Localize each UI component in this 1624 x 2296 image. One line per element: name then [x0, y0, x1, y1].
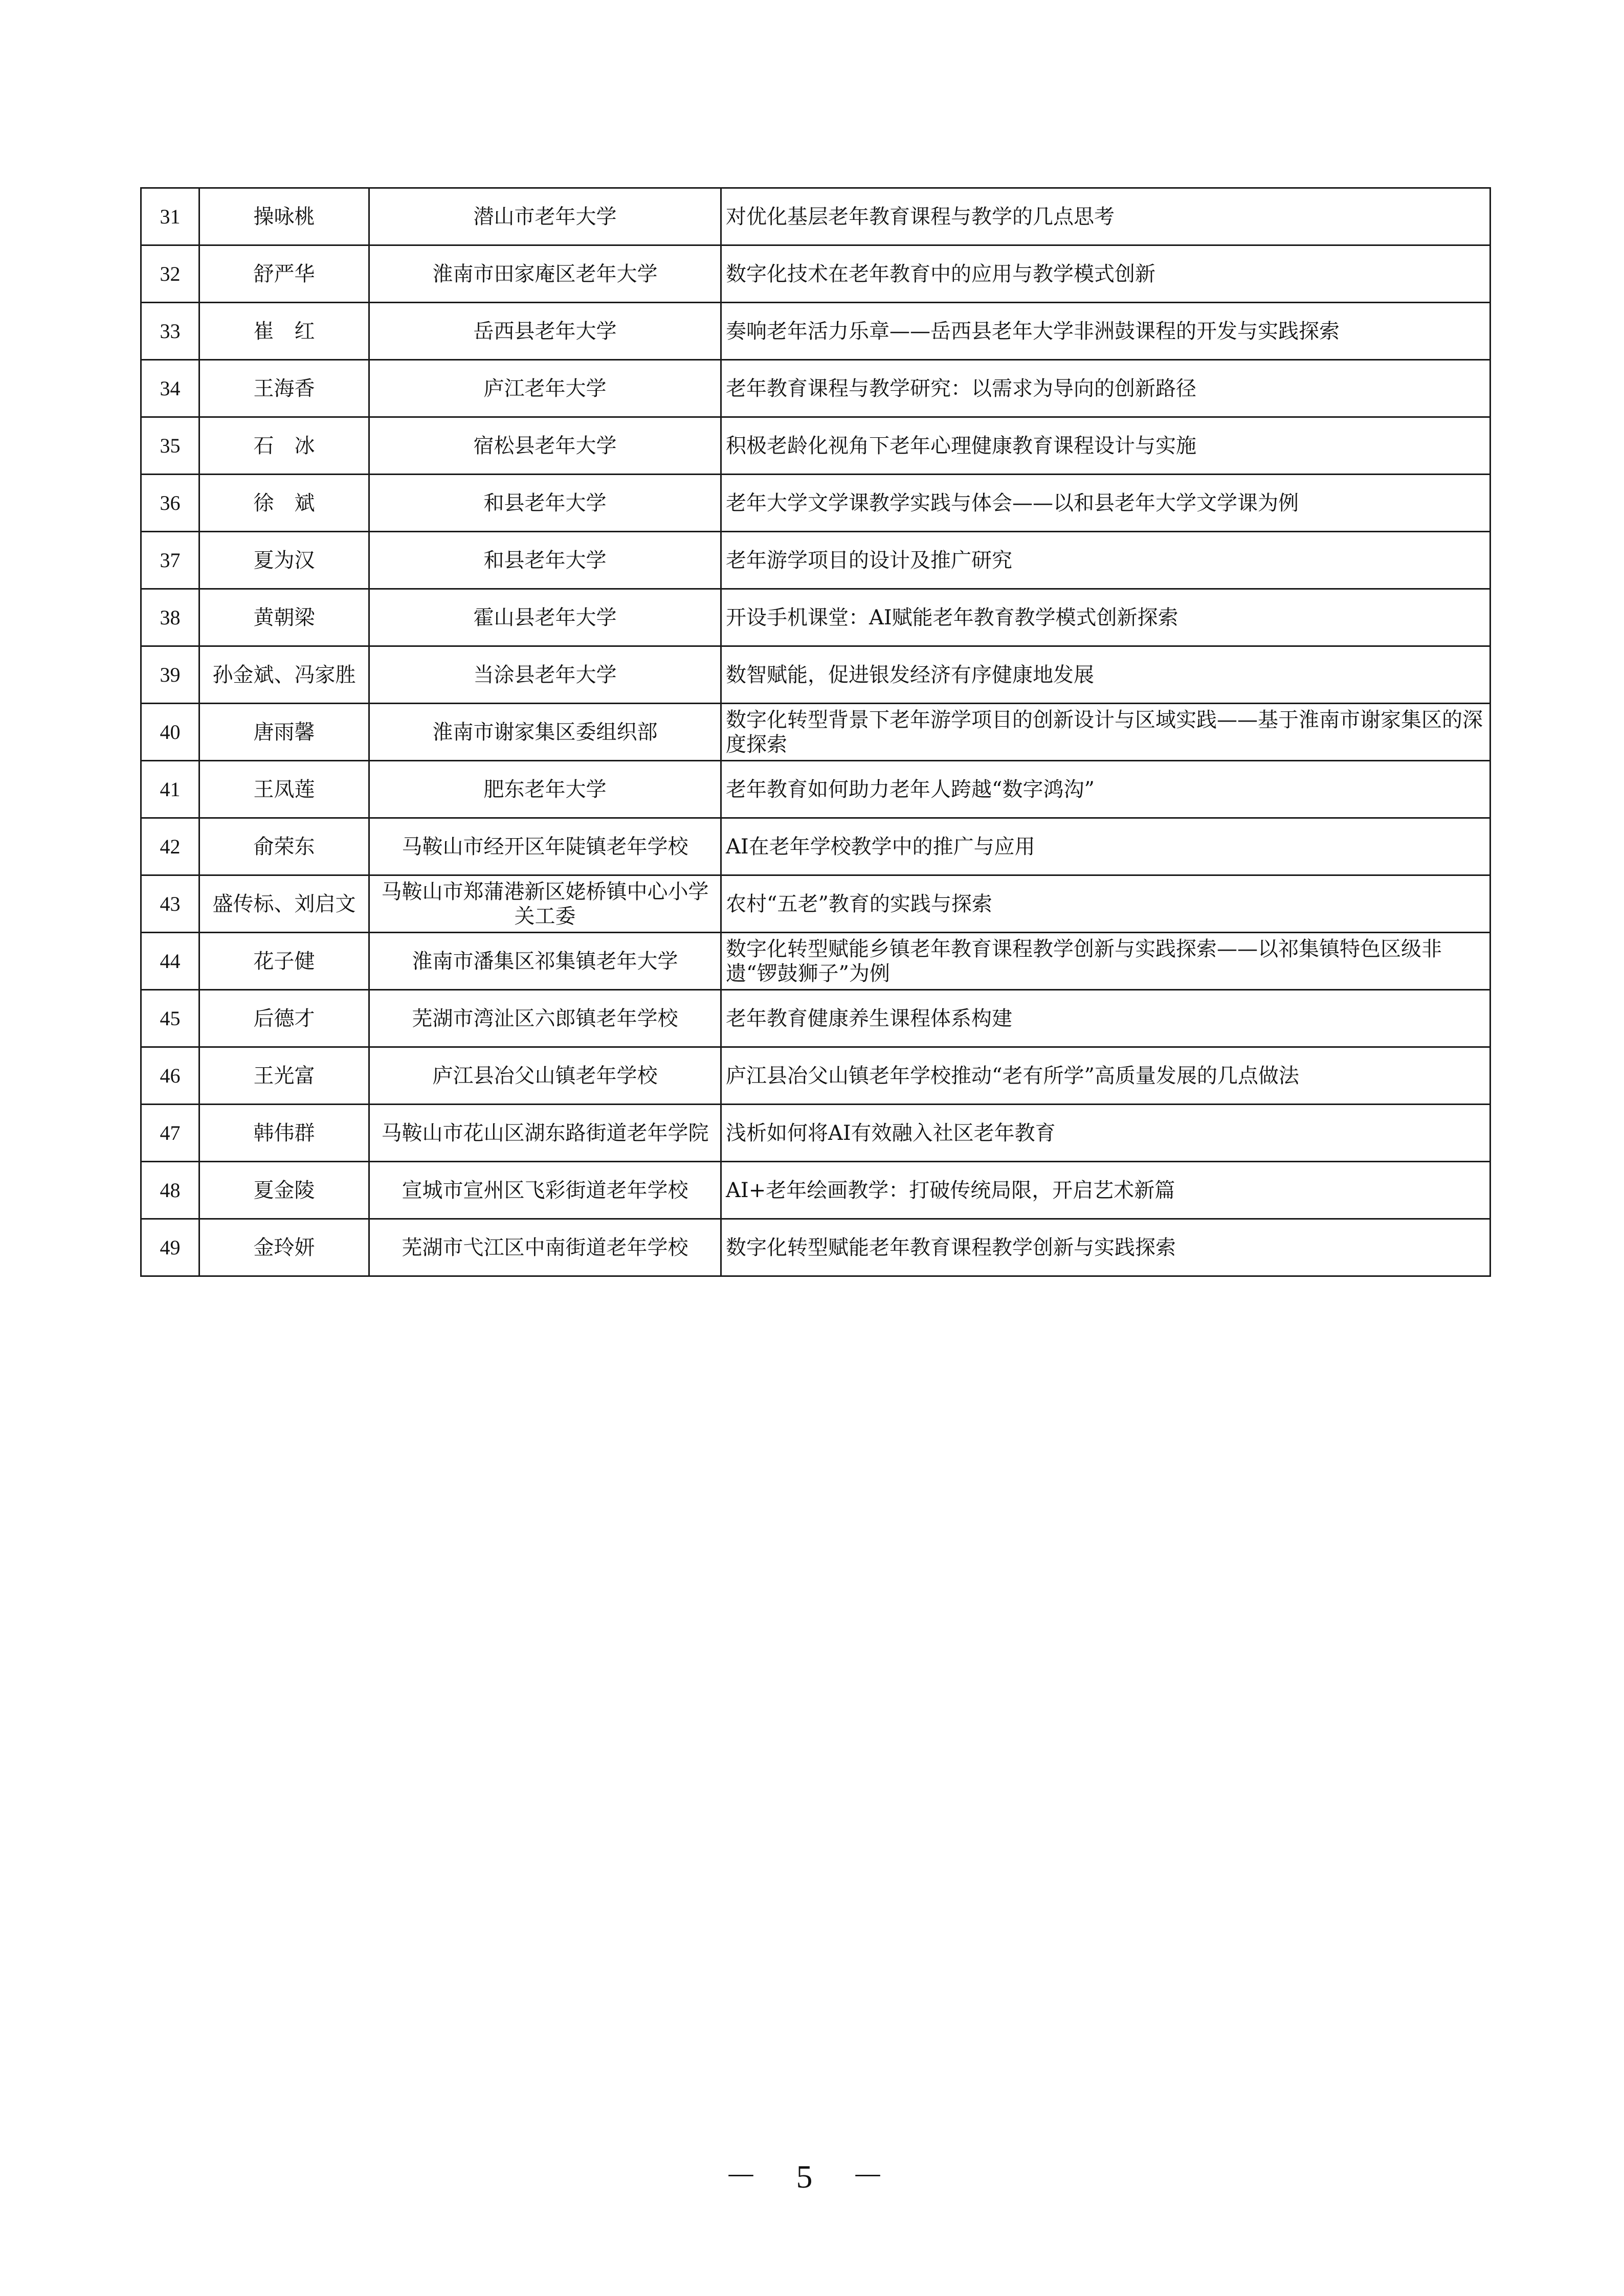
table-row: [141, 875, 1490, 933]
table-row: [141, 761, 1490, 818]
organization-cell: 肥东老年大学: [369, 761, 721, 818]
organization-cell: 淮南市谢家集区委组织部: [369, 704, 721, 761]
row-number-cell: 32: [141, 245, 199, 303]
paper-title-cell: 浅析如何将AI有效融入社区老年教育: [721, 1105, 1490, 1162]
table-row: [141, 417, 1490, 475]
paper-title-cell: 对优化基层老年教育课程与教学的几点思考: [721, 188, 1490, 245]
paper-title-cell: 老年大学文学课教学实践与体会——以和县老年大学文学课为例: [721, 475, 1490, 532]
paper-title-cell: 积极老龄化视角下老年心理健康教育课程设计与实施: [721, 417, 1490, 475]
table-row: [141, 1105, 1490, 1162]
row-number-cell: 47: [141, 1105, 199, 1162]
row-number-cell: 35: [141, 417, 199, 475]
paper-title-cell: 数字化转型赋能老年教育课程教学创新与实践探索: [721, 1219, 1490, 1276]
award-list-table-container: [140, 187, 1489, 1277]
organization-cell: 马鞍山市郑蒲港新区姥桥镇中心小学关工委: [369, 875, 721, 933]
author-name-cell: 盛传标、刘启文: [199, 875, 369, 933]
paper-title-cell: 老年教育健康养生课程体系构建: [721, 990, 1490, 1047]
paper-title-cell: 数字化转型赋能乡镇老年教育课程教学创新与实践探索——以祁集镇特色区级非遗“锣鼓狮子”为例: [721, 933, 1490, 990]
table-row: [141, 933, 1490, 990]
organization-cell: 和县老年大学: [369, 532, 721, 589]
table-row: [141, 532, 1490, 589]
organization-cell: 庐江县冶父山镇老年学校: [369, 1047, 721, 1105]
page-number: － 5 －: [724, 2158, 900, 2195]
table-row: [141, 646, 1490, 704]
author-name-cell: 石 冰: [199, 417, 369, 475]
organization-cell: 芜湖市湾沚区六郎镇老年学校: [369, 990, 721, 1047]
row-number-cell: 42: [141, 818, 199, 875]
row-number-cell: 34: [141, 360, 199, 417]
organization-cell: 淮南市潘集区祁集镇老年大学: [369, 933, 721, 990]
table-row: [141, 818, 1490, 875]
table-row: [141, 990, 1490, 1047]
organization-cell: 宣城市宣州区飞彩街道老年学校: [369, 1162, 721, 1219]
author-name-cell: 夏金陵: [199, 1162, 369, 1219]
paper-title-cell: 数字化转型背景下老年游学项目的创新设计与区域实践——基于淮南市谢家集区的深度探索: [721, 704, 1490, 761]
author-name-cell: 金玲妍: [199, 1219, 369, 1276]
author-name-cell: 舒严华: [199, 245, 369, 303]
organization-cell: 当涂县老年大学: [369, 646, 721, 704]
table-row: [141, 245, 1490, 303]
table-row: [141, 1219, 1490, 1276]
row-number-cell: 38: [141, 589, 199, 646]
organization-cell: 和县老年大学: [369, 475, 721, 532]
author-name-cell: 王海香: [199, 360, 369, 417]
paper-title-cell: 奏响老年活力乐章——岳西县老年大学非洲鼓课程的开发与实践探索: [721, 303, 1490, 360]
table-body: [141, 188, 1490, 1276]
author-name-cell: 王光富: [199, 1047, 369, 1105]
paper-title-cell: 农村“五老”教育的实践与探索: [721, 875, 1490, 933]
table-row: [141, 589, 1490, 646]
organization-cell: 霍山县老年大学: [369, 589, 721, 646]
row-number-cell: 48: [141, 1162, 199, 1219]
row-number-cell: 37: [141, 532, 199, 589]
table-row: [141, 475, 1490, 532]
organization-cell: 岳西县老年大学: [369, 303, 721, 360]
row-number-cell: 44: [141, 933, 199, 990]
table-row: [141, 188, 1490, 245]
paper-title-cell: 老年教育如何助力老年人跨越“数字鸿沟”: [721, 761, 1490, 818]
organization-cell: 庐江老年大学: [369, 360, 721, 417]
paper-title-cell: 老年教育课程与教学研究：以需求为导向的创新路径: [721, 360, 1490, 417]
paper-title-cell: 老年游学项目的设计及推广研究: [721, 532, 1490, 589]
author-name-cell: 花子健: [199, 933, 369, 990]
row-number-cell: 40: [141, 704, 199, 761]
table-row: [141, 360, 1490, 417]
author-name-cell: 后德才: [199, 990, 369, 1047]
paper-title-cell: 庐江县冶父山镇老年学校推动“老有所学”高质量发展的几点做法: [721, 1047, 1490, 1105]
author-name-cell: 黄朝梁: [199, 589, 369, 646]
row-number-cell: 45: [141, 990, 199, 1047]
table-row: [141, 1162, 1490, 1219]
row-number-cell: 41: [141, 761, 199, 818]
row-number-cell: 31: [141, 188, 199, 245]
table-row: [141, 303, 1490, 360]
author-name-cell: 操咏桃: [199, 188, 369, 245]
author-name-cell: 夏为汉: [199, 532, 369, 589]
organization-cell: 马鞍山市花山区湖东路街道老年学院: [369, 1105, 721, 1162]
organization-cell: 潜山市老年大学: [369, 188, 721, 245]
row-number-cell: 36: [141, 475, 199, 532]
paper-title-cell: AI在老年学校教学中的推广与应用: [721, 818, 1490, 875]
author-name-cell: 徐 斌: [199, 475, 369, 532]
paper-title-cell: AI+老年绘画教学：打破传统局限，开启艺术新篇: [721, 1162, 1490, 1219]
organization-cell: 马鞍山市经开区年陡镇老年学校: [369, 818, 721, 875]
row-number-cell: 49: [141, 1219, 199, 1276]
table-row: [141, 1047, 1490, 1105]
author-name-cell: 韩伟群: [199, 1105, 369, 1162]
organization-cell: 淮南市田家庵区老年大学: [369, 245, 721, 303]
row-number-cell: 43: [141, 875, 199, 933]
paper-title-cell: 数字化技术在老年教育中的应用与教学模式创新: [721, 245, 1490, 303]
author-name-cell: 唐雨馨: [199, 704, 369, 761]
author-name-cell: 崔 红: [199, 303, 369, 360]
paper-title-cell: 开设手机课堂：AI赋能老年教育教学模式创新探索: [721, 589, 1490, 646]
award-list-table: [140, 187, 1491, 1277]
author-name-cell: 俞荣东: [199, 818, 369, 875]
paper-title-cell: 数智赋能，促进银发经济有序健康地发展: [721, 646, 1490, 704]
author-name-cell: 孙金斌、冯家胜: [199, 646, 369, 704]
organization-cell: 宿松县老年大学: [369, 417, 721, 475]
row-number-cell: 46: [141, 1047, 199, 1105]
table-row: [141, 704, 1490, 761]
row-number-cell: 33: [141, 303, 199, 360]
row-number-cell: 39: [141, 646, 199, 704]
author-name-cell: 王凤莲: [199, 761, 369, 818]
organization-cell: 芜湖市弋江区中南街道老年学校: [369, 1219, 721, 1276]
